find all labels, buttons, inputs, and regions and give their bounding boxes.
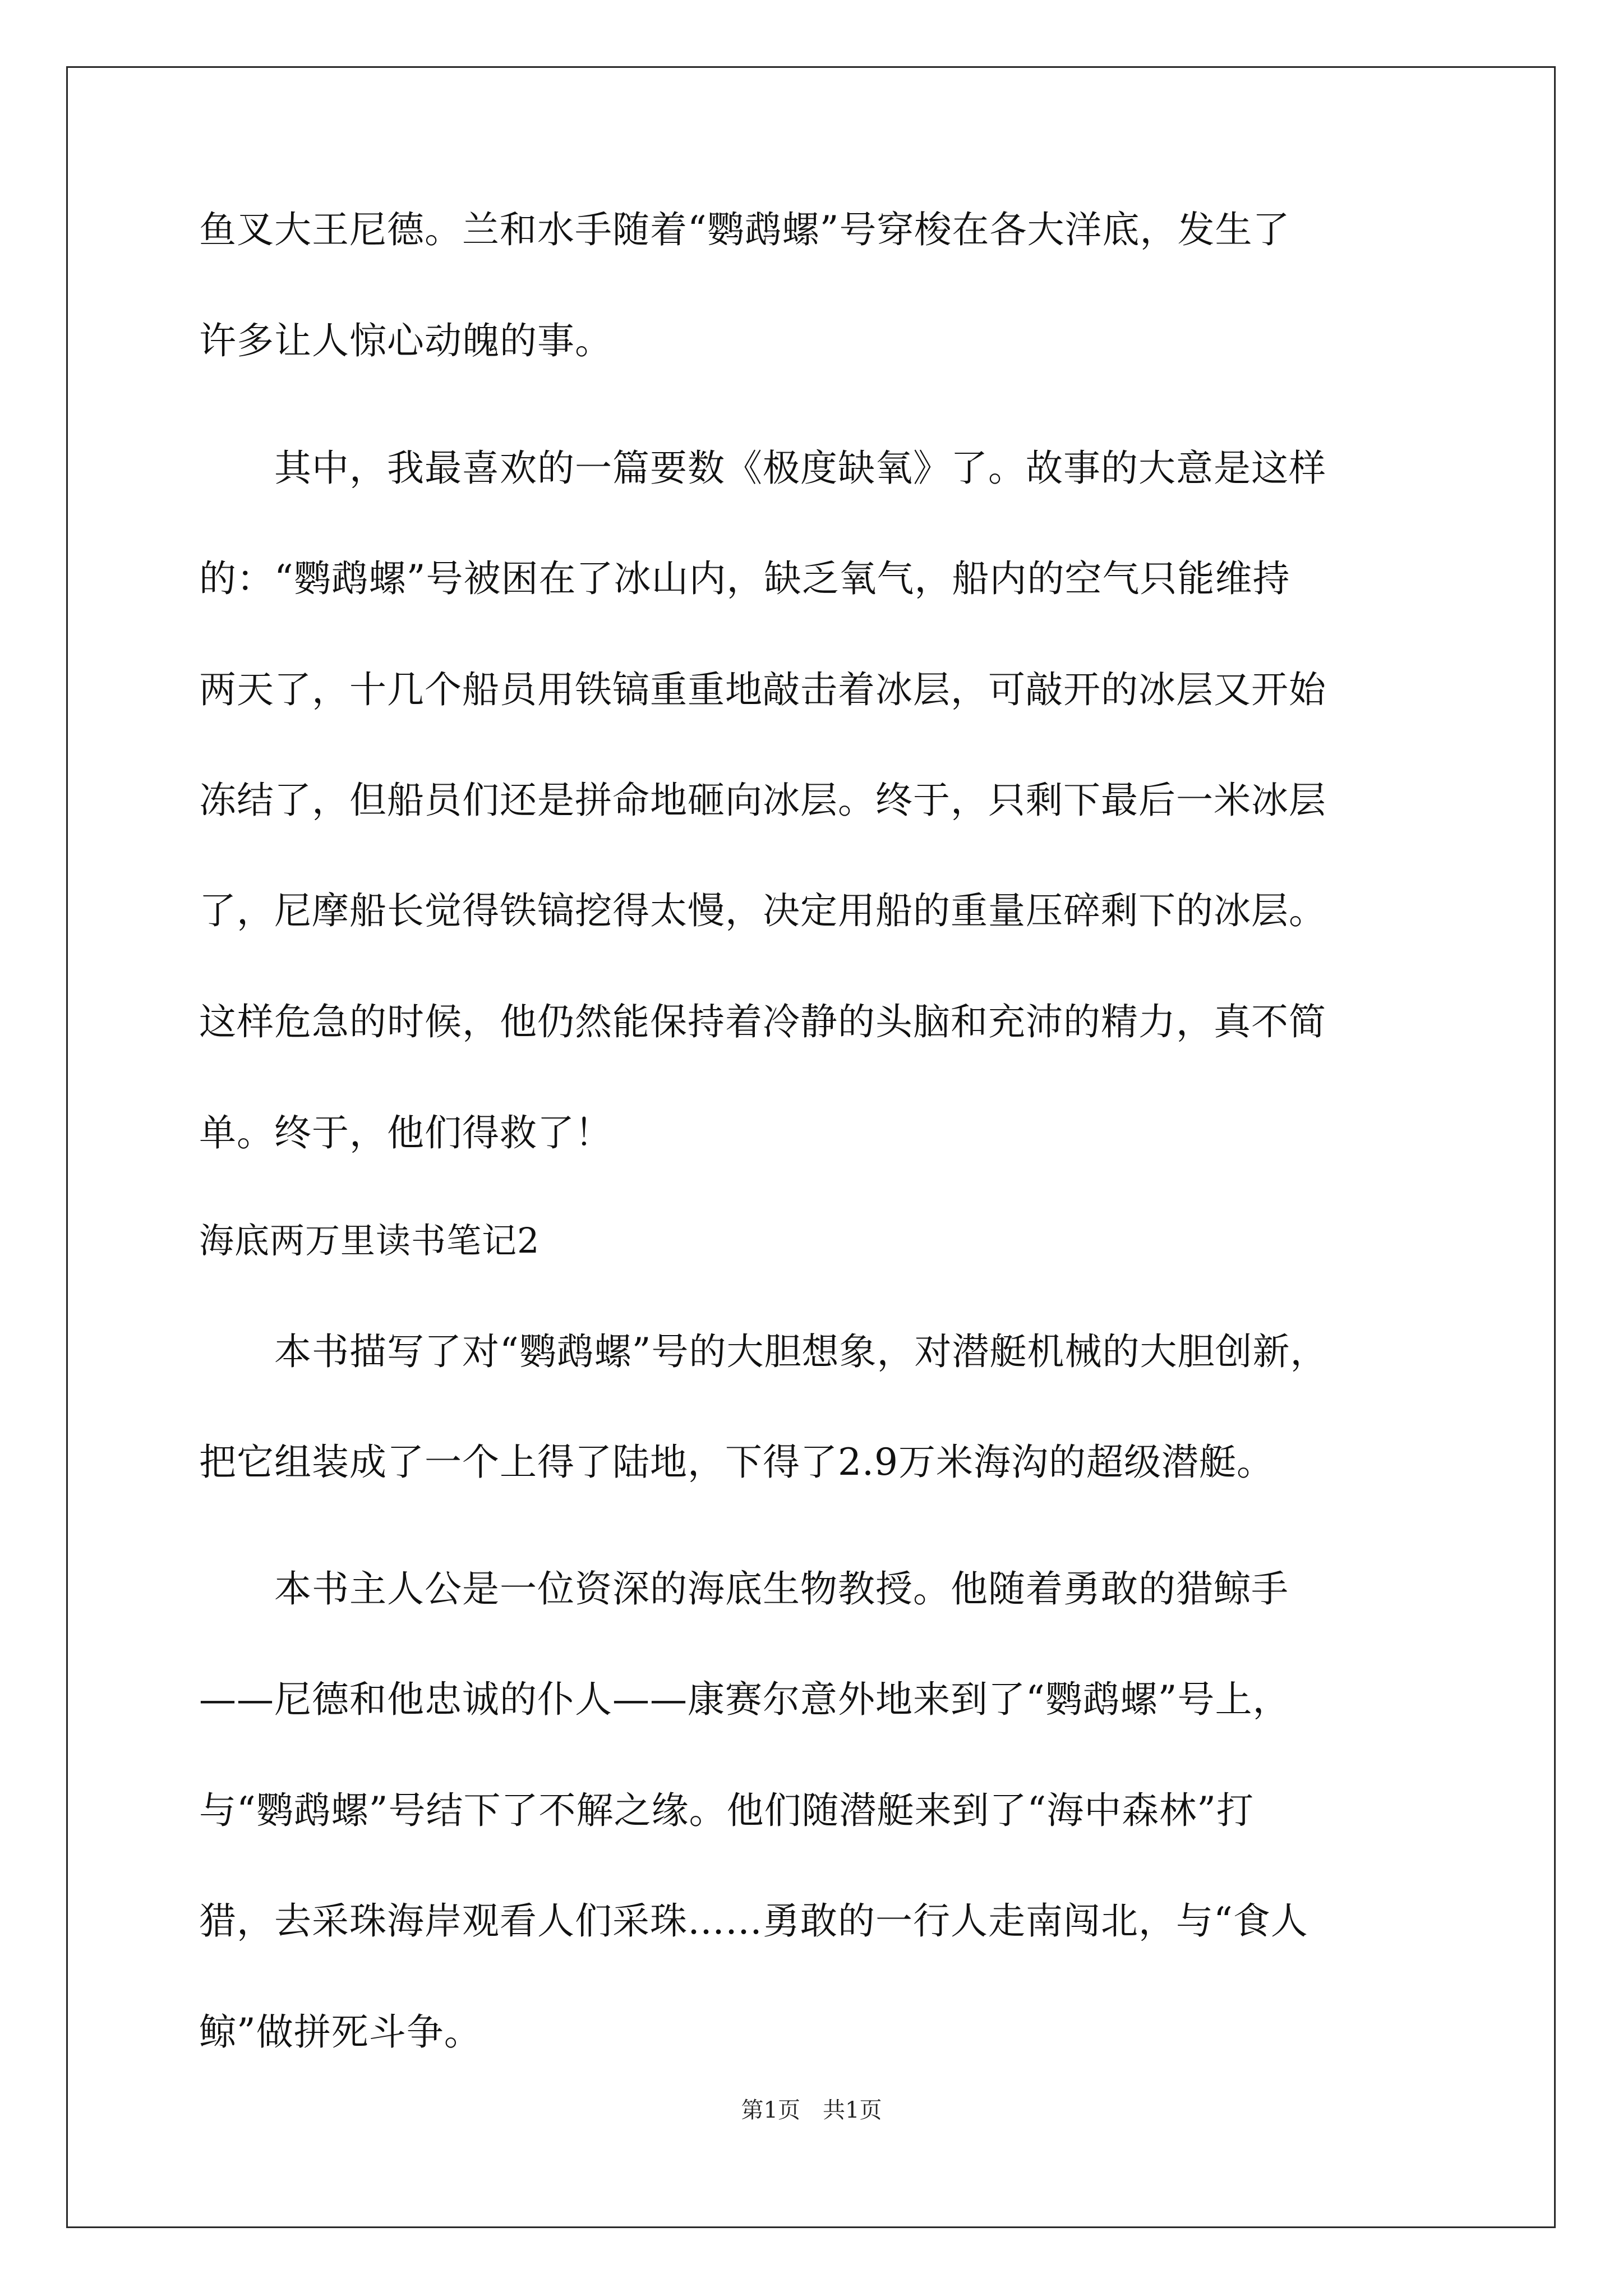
text-line: 了，尼摩船长觉得铁镐挖得太慢，决定用船的重量压碎剩下的冰层。 — [199, 889, 1326, 932]
text-line: 本书描写了对“鹦鹉螺”号的大胆想象，对潜艇机械的大胆创新， — [199, 1330, 1328, 1373]
text-line: 的：“鹦鹉螺”号被困在了冰山内，缺乏氧气，船内的空气只能维持 — [199, 557, 1290, 600]
text-line: 这样危急的时候，他仍然能保持着冷静的头脑和充沛的精力，真不简 — [199, 1000, 1326, 1043]
text-line: 把它组装成了一个上得了陆地，下得了2.9万米海沟的超级潜艇。 — [199, 1441, 1274, 1484]
text-line: ——尼德和他忠诚的仆人——康赛尔意外地来到了“鹦鹉螺”号上， — [199, 1678, 1290, 1721]
section-heading: 海底两万里读书笔记2 — [199, 1220, 540, 1261]
text-line: 单。终于，他们得救了！ — [199, 1111, 612, 1154]
text-line: 两天了，十几个船员用铁镐重重地敲击着冰层，可敲开的冰层又开始 — [199, 668, 1326, 711]
text-line: 鱼叉大王尼德。兰和水手随着“鹦鹉螺”号穿梭在各大洋底，发生了 — [199, 208, 1290, 251]
text-line: 许多让人惊心动魄的事。 — [199, 319, 612, 362]
text-line: 本书主人公是一位资深的海底生物教授。他随着勇敢的猎鲸手 — [199, 1567, 1289, 1611]
page-number: 第1页 共1页 — [741, 2097, 882, 2123]
text-line: 冻结了，但船员们还是拼命地砸向冰层。终于，只剩下最后一米冰层 — [199, 779, 1326, 822]
text-line: 其中，我最喜欢的一篇要数《极度缺氧》了。故事的大意是这样 — [199, 447, 1326, 490]
text-line: 与“鹦鹉螺”号结下了不解之缘。他们随潜艇来到了“海中森林”打 — [199, 1789, 1254, 1832]
text-line: 猎，去采珠海岸观看人们采珠……勇敢的一行人走南闯北，与“食人 — [199, 1899, 1308, 1943]
text-line: 鲸”做拼死斗争。 — [199, 2010, 482, 2054]
